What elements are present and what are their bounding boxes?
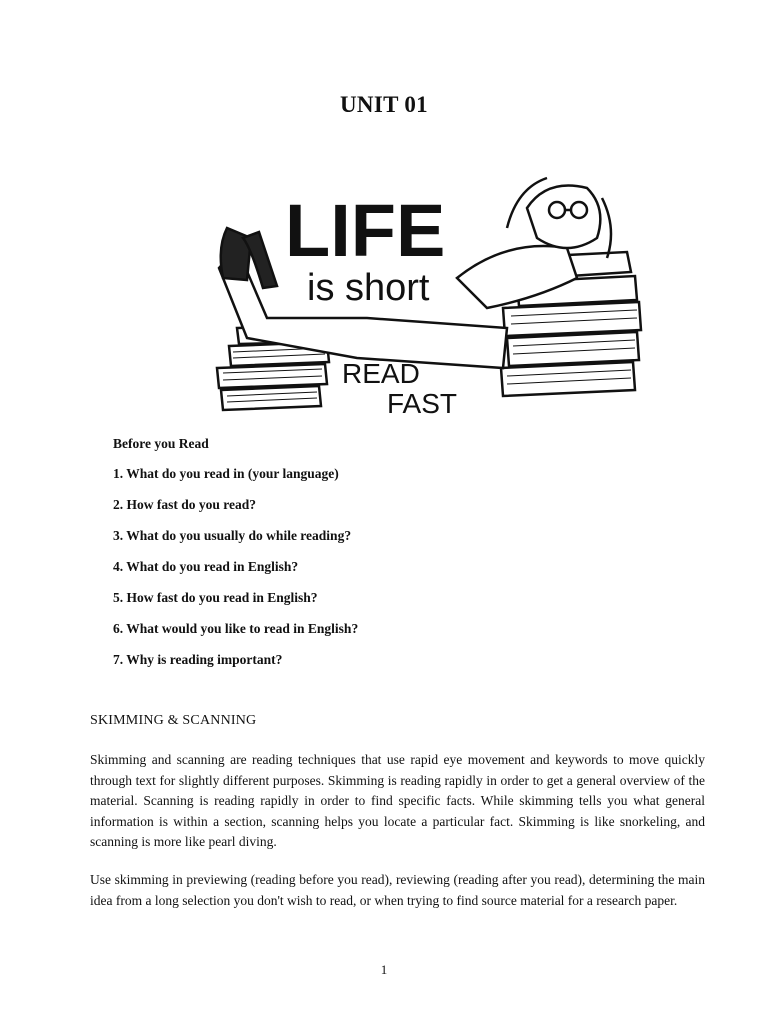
body-paragraph: Use skimming in previewing (reading before you read), reviewing (reading after you read), determining the main idea from a long selection you don't wish to read, or when trying to find source material for a research paper.	[90, 872, 705, 908]
question-list	[113, 466, 358, 683]
question-item: 4. What do you read in English?	[113, 559, 299, 574]
illustration-word-fast: FAST	[387, 388, 458, 418]
section-heading: SKIMMING & SCANNING	[90, 713, 257, 728]
question-item: 2. How fast do you read?	[113, 497, 257, 512]
body-paragraph: Skimming and scanning are reading techniques that use rapid eye movement and keywords to move quickly through text for slightly different purposes. Skimming is reading rapidly in order to get a general overview of the material. Scanning is reading rapidly in order to find specific facts. While skimming tells you what general information is within a section, scanning helps you locate a particular fact. Skimming is like snorkeling, and scanning is more like pearl diving.	[90, 752, 705, 849]
before-you-read-heading: Before you Read	[113, 436, 209, 451]
illustration-words-is-short: is short	[307, 267, 430, 309]
question-item: 6. What would you like to read in English?	[113, 621, 359, 636]
question-item: 7. Why is reading important?	[113, 652, 283, 667]
life-is-short-read-fast-illustration	[207, 168, 644, 418]
illustration-word-read: READ	[342, 358, 420, 389]
page-number: 1	[380, 962, 388, 977]
question-item: 3. What do you usually do while reading?	[113, 528, 352, 543]
illustration-word-life: LIFE	[285, 189, 446, 272]
question-item: 5. How fast do you read in English?	[113, 590, 318, 605]
unit-title: UNIT 01	[340, 92, 428, 117]
question-item: 1. What do you read in (your language)	[113, 466, 339, 481]
